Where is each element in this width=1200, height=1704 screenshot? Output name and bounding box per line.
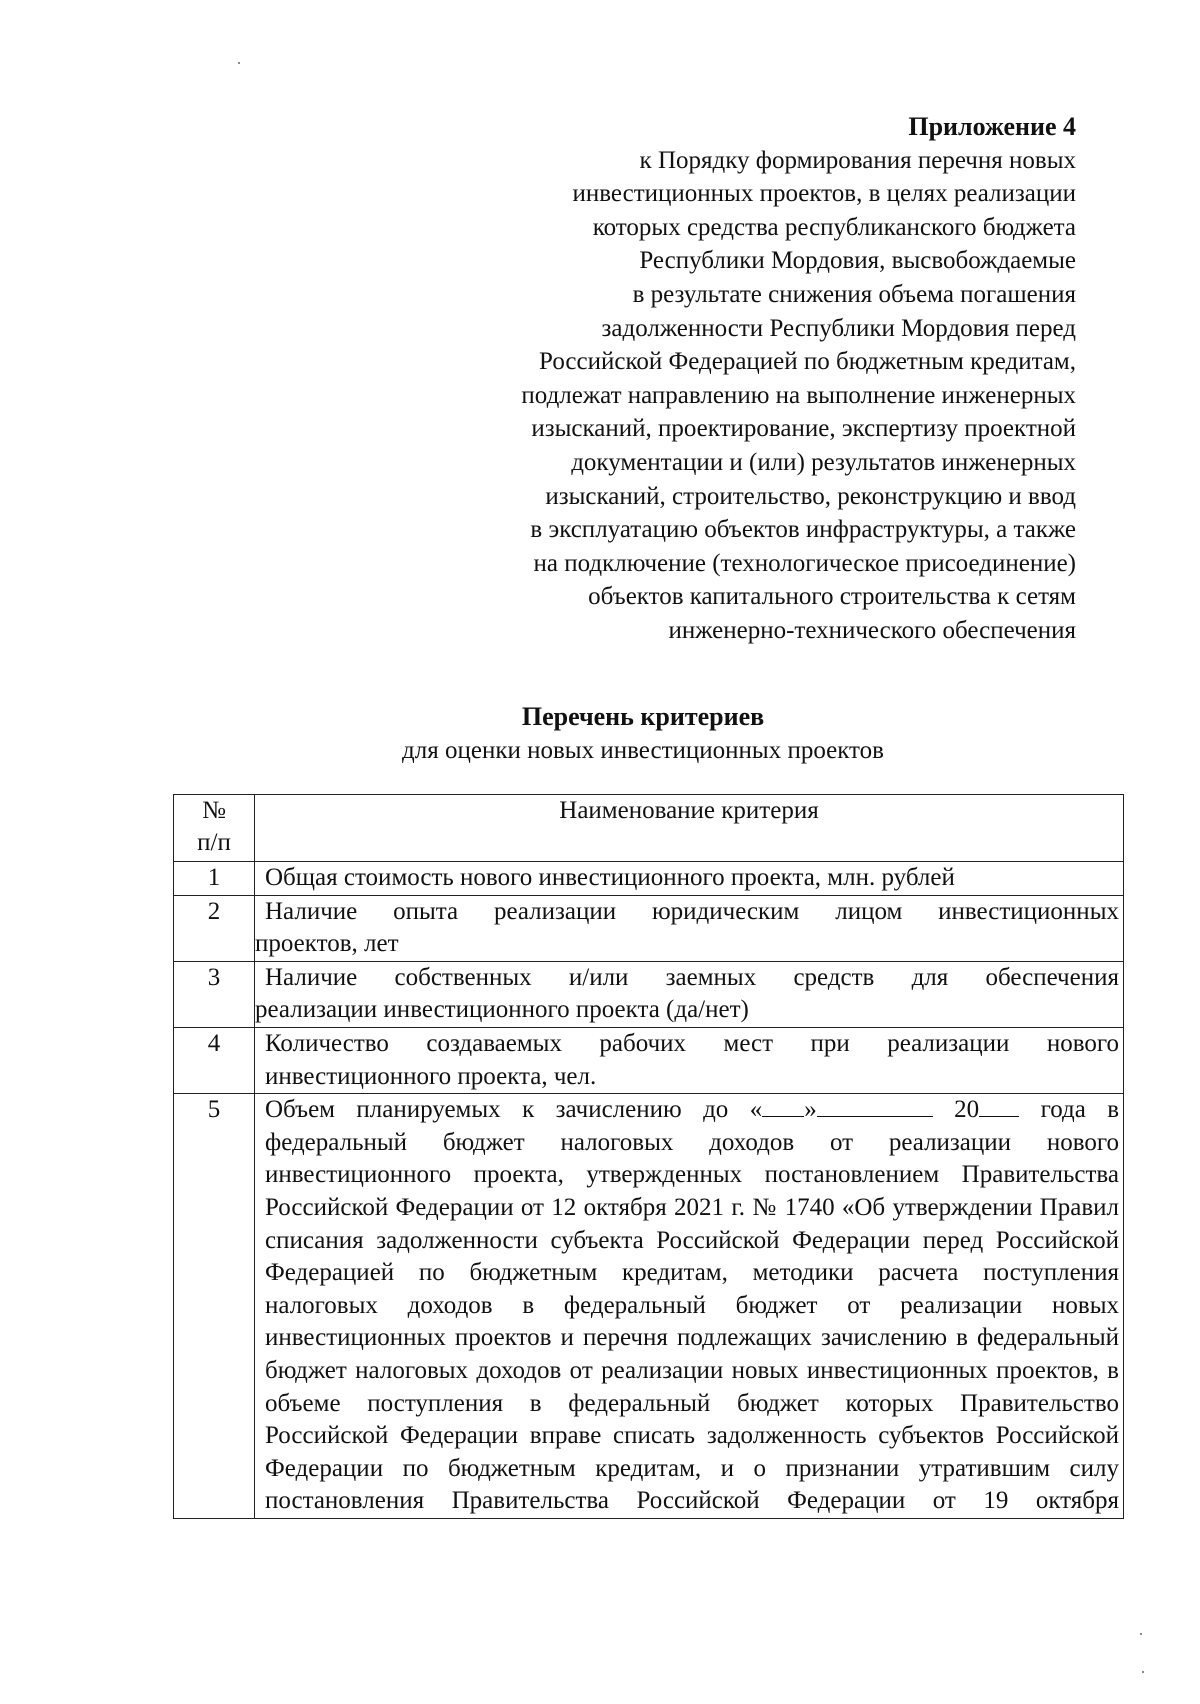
criterion-text: [255, 862, 1124, 896]
criterion-text-part: Объем планируемых к зачислению до «: [265, 1096, 763, 1124]
criteria-table-body: [174, 862, 1124, 1519]
criterion-text-line: инвестиционного проекта, чел.: [265, 1062, 597, 1090]
number-header-line-1: №: [202, 797, 226, 824]
criterion-text-line: реализации инвестиционного проекта (да/нет): [255, 996, 749, 1024]
criteria-heading: [0, 700, 1200, 768]
appendix-line: объектов капитального строительства к сетям: [588, 583, 1076, 611]
appendix-line: подлежат направлению на выполнение инженерных: [521, 381, 1076, 409]
number-column-header: [174, 795, 255, 862]
criteria-table: [173, 794, 1124, 1519]
table-row: [174, 862, 1124, 896]
appendix-title: Приложение 4: [908, 112, 1076, 141]
appendix-line: к Порядку формирования перечня новых: [639, 146, 1076, 174]
criterion-text-body: федеральный бюджет налоговых доходов от реализации нового инвестиционного проекта, утвержденных постановлением Правительства Российской Федерации от 12 октября 2021 г. № 1740 «Об утверждении Правил списания задолженности субъекта Российской Федерации перед Российской Федерацией по бюджетным кредитам, методики расчета поступления налоговых доходов в федеральный бюджет от реализации новых инвестиционных проектов и перечня подлежащих зачислению в федеральный бюджет налоговых доходов от реализации новых инвестиционных проектов, в объеме поступления в федеральный бюджет которых Правительство Российской Федерации вправе списать задолженность субъектов Российской Федерации по бюджетным кредитам, и о признании утратившим силу постановления Правительства Российской Федерации от 19 октября: [265, 1128, 1119, 1515]
scan-speck: [1142, 1671, 1144, 1673]
appendix-line: Российской Федерацией по бюджетным кредитам,: [539, 348, 1076, 376]
table-row: [174, 1027, 1124, 1093]
appendix-line: изысканий, проектирование, экспертизу проектной: [531, 415, 1076, 443]
appendix-line: которых средства республиканского бюджета: [592, 213, 1076, 241]
criterion-text-line: проектов, лет: [255, 930, 399, 958]
year-blank-field: [979, 1094, 1019, 1117]
heading-title: Перечень критериев: [521, 702, 765, 731]
criterion-text: [255, 1027, 1124, 1093]
criterion-text: [255, 895, 1124, 961]
appendix-line: документации и (или) результатов инженерных: [571, 448, 1076, 476]
criterion-text-part: »: [804, 1096, 817, 1124]
row-number: 1: [174, 862, 255, 896]
day-blank-field: [762, 1094, 804, 1117]
appendix-line: на подключение (технологическое присоединение): [533, 549, 1076, 577]
table-row: [174, 1094, 1124, 1519]
number-header-line-2: п/п: [197, 829, 231, 856]
row-number: 2: [174, 895, 255, 961]
table-row: [174, 961, 1124, 1027]
criterion-text: [255, 1094, 1124, 1519]
appendix-text: [396, 144, 1076, 648]
heading-subtitle: для оценки новых инвестиционных проектов: [402, 737, 884, 764]
row-number: 3: [174, 961, 255, 1027]
table-row: [174, 895, 1124, 961]
appendix-line: Республики Мордовия, высвобождаемые: [639, 247, 1076, 275]
appendix-block: [396, 110, 1076, 648]
appendix-line: инвестиционных проектов, в целях реализации: [572, 180, 1076, 208]
criterion-text-line: Наличие собственных и/или заемных средств для обеспечения: [265, 963, 1119, 991]
row-number: 4: [174, 1027, 255, 1093]
appendix-line: в эксплуатацию объектов инфраструктуры, а также: [530, 516, 1076, 544]
appendix-line: задолженности Республики Мордовия перед: [601, 314, 1076, 342]
criterion-text-line: Общая стоимость нового инвестиционного проекта, млн. рублей: [265, 864, 955, 891]
criterion-text-part: 20: [932, 1096, 980, 1124]
table-header-row: [174, 795, 1124, 862]
row-number: 5: [174, 1094, 255, 1519]
criterion-text-line: Количество создаваемых рабочих мест при реализации нового: [265, 1029, 1119, 1057]
month-blank-field: [817, 1094, 933, 1117]
criterion-text-part: года в: [1019, 1096, 1120, 1124]
scan-speck: [238, 62, 240, 64]
criterion-name-column-header: Наименование критерия: [255, 795, 1124, 862]
appendix-line: инженерно-технического обеспечения: [668, 616, 1076, 644]
criterion-text: [255, 961, 1124, 1027]
appendix-line: изысканий, строительство, реконструкцию и ввод: [545, 482, 1076, 510]
criterion-text-line: Наличие опыта реализации юридическим лицом инвестиционных: [265, 897, 1119, 925]
appendix-line: в результате снижения объема погашения: [632, 280, 1076, 308]
scan-speck: [1140, 1633, 1142, 1635]
